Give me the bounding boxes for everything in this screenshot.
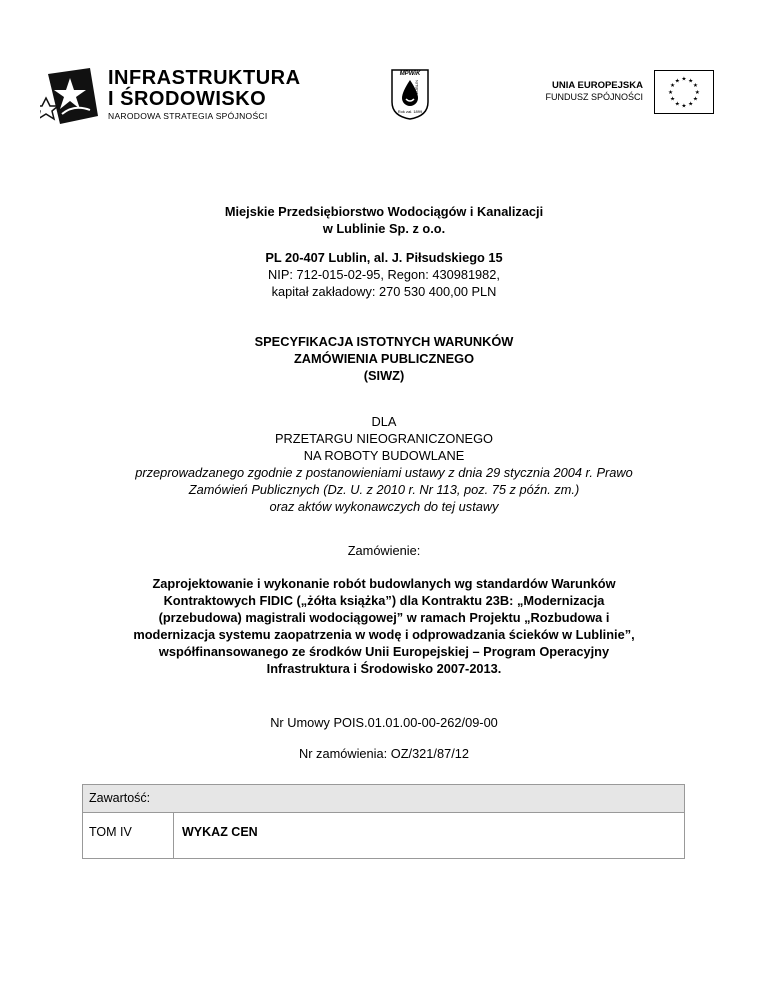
svg-text:★: ★ <box>692 96 699 103</box>
volume-title-cell: WYKAZ CEN <box>174 813 685 859</box>
eu-flag-icon <box>654 70 714 114</box>
mpwik-side-text: LUBLIN <box>414 79 419 94</box>
svg-text:★: ★ <box>692 83 699 90</box>
company-ids: NIP: 712-015-02-95, Regon: 430981982, <box>268 267 500 282</box>
logo-line-2: I ŚRODOWISKO <box>108 88 267 110</box>
legal-basis: przeprowadzanego zgodnie z postanowieniami ustawy z dnia 29 stycznia 2004 r. Prawo Zamówień Publicznych (Dz. U. z 2010 r. Nr 113, poz. 75 z późn. zm.) oraz aktów wykonawczych do tej ustawy <box>135 465 633 514</box>
svg-text:★: ★ <box>694 89 700 96</box>
contract-number: Nr Umowy POIS.01.01.00-00-262/09-00 <box>270 715 498 730</box>
logo-line-1: INFRASTRUKTURA <box>108 67 301 89</box>
volume-cell: TOM IV <box>83 813 174 859</box>
svg-text:★: ★ <box>688 78 694 85</box>
svg-text:★: ★ <box>681 103 687 110</box>
order-description: Zaprojektowanie i wykonanie robót budowlanych wg standardów Warunków Kontraktowych FIDIC („żółta książka”) dla Kontraktu 23B: „Modernizacja (przebudowa) magistrali wodociągowej” w ramach Projektu „Rozbudowa i modernizacja systemu zaopatrzenia w wodę i odprowadzania ścieków w Lublinie”, współfinansowanego ze środków Unii Europejskiej – Program Operacyjny Infrastruktura i Środowisko 2007-2013. <box>133 576 635 676</box>
eu-cohesion-fund-logo <box>543 70 713 116</box>
tender-type: DLA PRZETARGU NIEOGRANICZONEGO NA ROBOTY BUDOWLANE <box>274 414 494 463</box>
star-emblem-icon <box>40 64 104 128</box>
company-address: PL 20-407 Lublin, al. J. Piłsudskiego 15 <box>265 250 503 265</box>
infrastruktura-srodowisko-logo <box>40 64 300 128</box>
contents-header: Zawartość: <box>83 785 685 813</box>
mpwik-bottom-text: Rok zał. 1899 <box>397 109 423 114</box>
svg-text:★: ★ <box>668 89 674 96</box>
mpwik-top-text: MPWiK <box>399 71 421 77</box>
eu-line-1: UNIA EUROPEJSKA <box>552 80 643 91</box>
svg-text:★: ★ <box>674 78 680 85</box>
contents-table <box>82 784 685 859</box>
company-name: Miejskie Przedsiębiorstwo Wodociągów i Kanalizacji w Lublinie Sp. z o.o. <box>224 204 544 236</box>
order-label: Zamówienie: <box>347 543 421 558</box>
svg-text:★: ★ <box>669 83 676 90</box>
mpwik-logo <box>388 68 432 120</box>
eu-line-2: FUNDUSZ SPÓJNOŚCI <box>545 92 643 102</box>
svg-text:★: ★ <box>674 101 680 108</box>
svg-text:★: ★ <box>688 101 694 108</box>
company-details <box>0 249 768 300</box>
company-capital: kapitał zakładowy: 270 530 400,00 PLN <box>271 284 497 299</box>
document-title: SPECYFIKACJA ISTOTNYCH WARUNKÓW ZAMÓWIENIA PUBLICZNEGO (SIWZ) <box>254 334 514 383</box>
table-header-row <box>83 785 685 813</box>
order-number: Nr zamówienia: OZ/321/87/12 <box>299 746 469 761</box>
logo-subtitle: NARODOWA STRATEGIA SPÓJNOŚCI <box>108 111 268 121</box>
table-row <box>83 813 685 859</box>
svg-text:★: ★ <box>669 96 676 103</box>
svg-text:★: ★ <box>681 76 687 83</box>
